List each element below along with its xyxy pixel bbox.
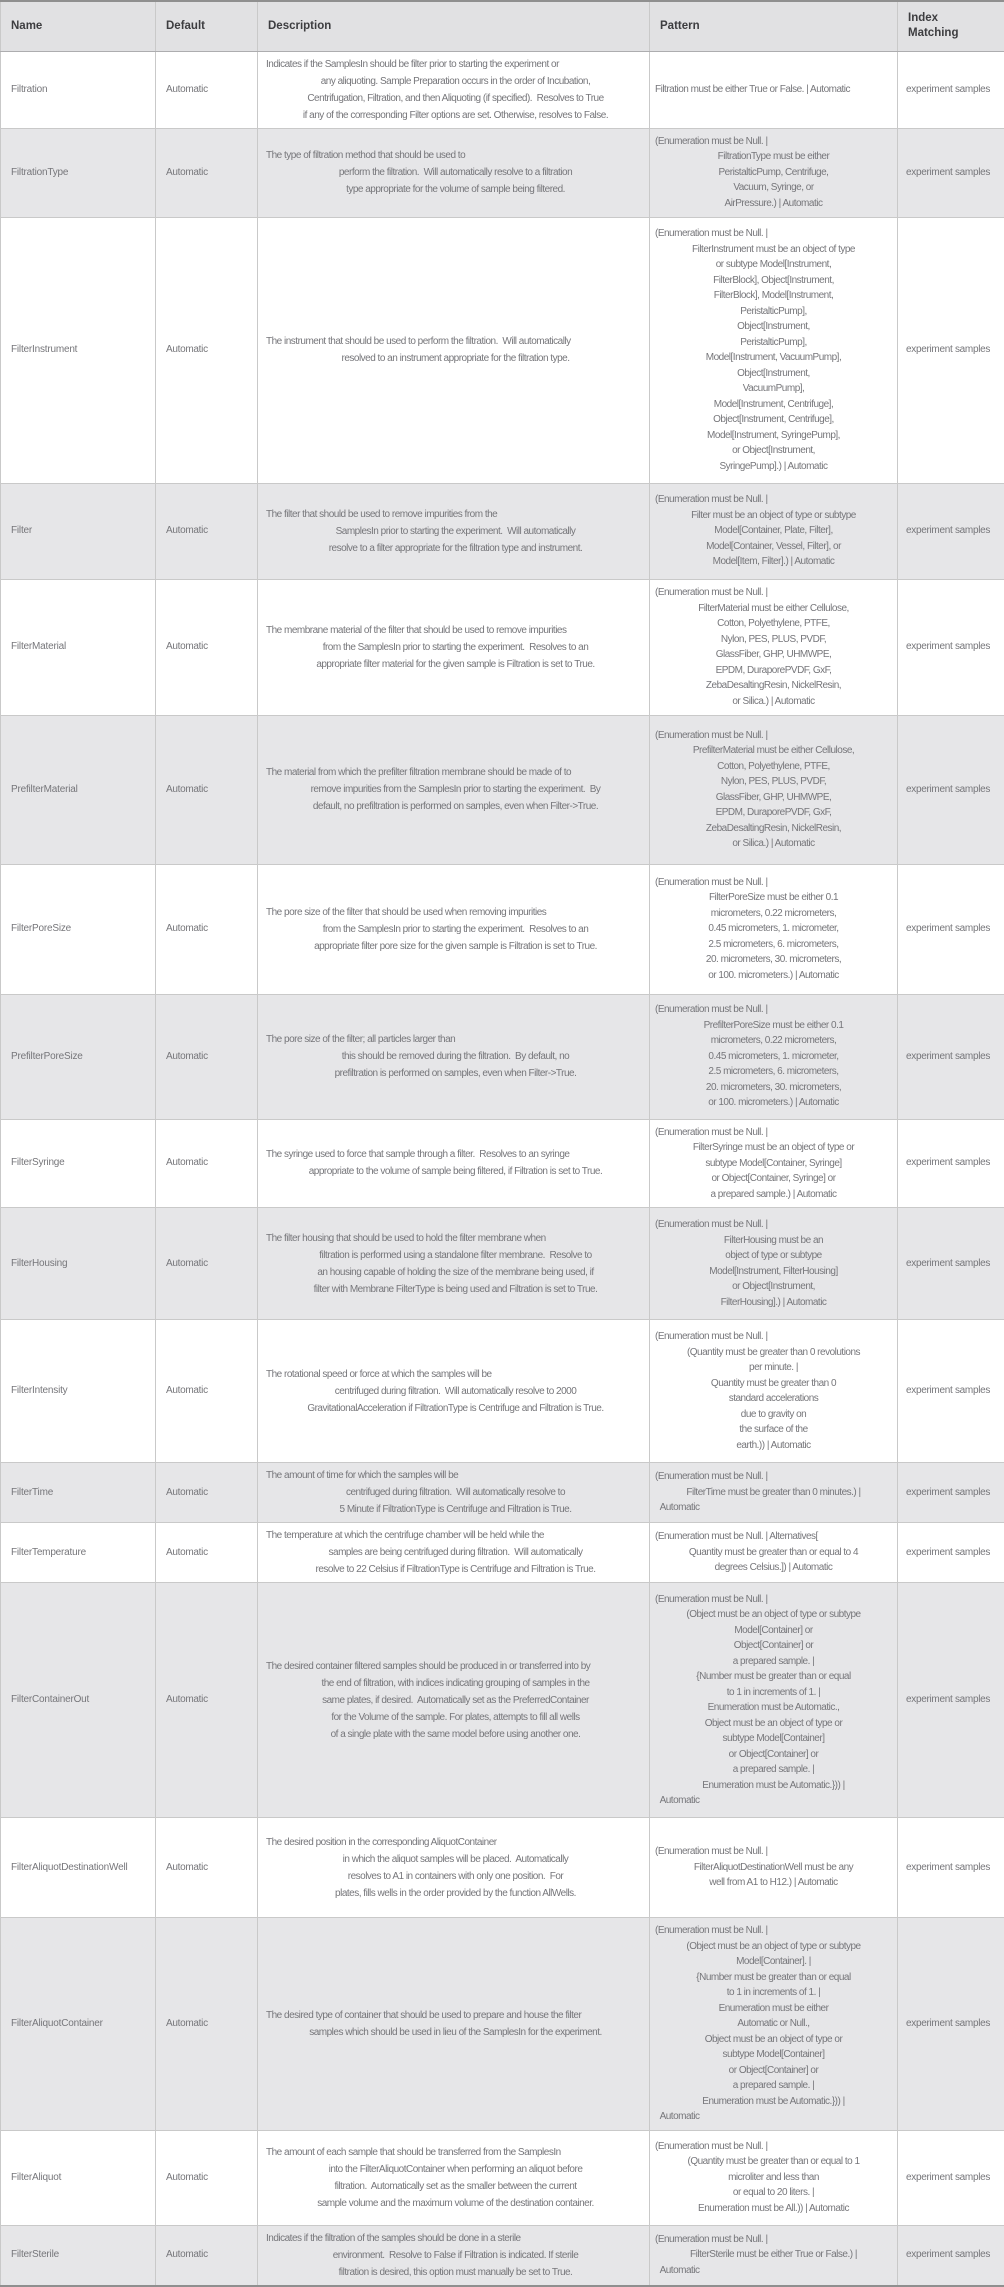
text-line: Automatic	[655, 2263, 892, 2279]
option-pattern-cell	[650, 1918, 898, 2131]
option-default-cell: Automatic	[156, 1119, 258, 1208]
text-line: Model[Item, Filter].) | Automatic	[655, 554, 892, 570]
text-line: FilterInstrument must be an object of type	[655, 242, 892, 258]
text-line: SamplesIn prior to starting the experiment. Will automatically	[266, 523, 645, 540]
table-row	[1, 2225, 1004, 2286]
text-line: or Object[Container] or	[655, 2063, 892, 2079]
column-header-default: Default	[156, 1, 258, 51]
text-line: FilterAliquotDestinationWell must be any	[655, 1860, 892, 1876]
text-line: a prepared sample. |	[655, 1654, 892, 1670]
text-line: same plates, if desired. Automatically set as the PreferredContainer	[266, 1692, 645, 1709]
text-line: if any of the corresponding Filter options are set. Otherwise, resolves to False.	[266, 107, 645, 124]
text-line: 0.45 micrometers, 1. micrometer,	[655, 1049, 892, 1065]
option-pattern-cell	[650, 128, 898, 217]
option-pattern-cell	[650, 715, 898, 864]
option-default-cell: Automatic	[156, 51, 258, 128]
option-description-cell	[258, 483, 650, 579]
text-line: of a single plate with the same model before using another one.	[266, 1726, 645, 1743]
text-line: Automatic	[655, 1500, 892, 1516]
option-index-matching-cell: experiment samples	[898, 994, 1004, 1119]
text-line: Indicates if the SamplesIn should be filter prior to starting the experiment or	[266, 56, 645, 73]
text-line: appropriate filter pore size for the given sample is Filtration is set to True.	[266, 938, 645, 955]
text-line: (Quantity must be greater than 0 revolutions	[655, 1345, 892, 1361]
option-index-matching-cell: experiment samples	[898, 1918, 1004, 2131]
text-line: appropriate to the volume of sample being filtered, if Filtration is set to True.	[266, 1163, 645, 1180]
text-line: standard accelerations	[655, 1391, 892, 1407]
text-line: Enumeration must be All.)) | Automatic	[655, 2201, 892, 2217]
option-description-cell	[258, 2130, 650, 2225]
text-line: micrometers, 0.22 micrometers,	[655, 1033, 892, 1049]
text-line: resolve to a filter appropriate for the filtration type and instrument.	[266, 540, 645, 557]
text-line: resolve to 22 Celsius if FiltrationType is Centrifuge and Filtration is True.	[266, 1561, 645, 1578]
text-line: Model[Instrument, VacuumPump],	[655, 350, 892, 366]
option-name-cell: PrefilterPoreSize	[1, 994, 156, 1119]
text-line: GlassFiber, GHP, UHMWPE,	[655, 790, 892, 806]
text-line: in which the aliquot samples will be placed. Automatically	[266, 1851, 645, 1868]
option-description-cell	[258, 1119, 650, 1208]
table-row	[1, 217, 1004, 483]
text-line: FilterMaterial must be either Cellulose,	[655, 601, 892, 617]
text-line: PrefilterPoreSize must be either 0.1	[655, 1018, 892, 1034]
text-line: Vacuum, Syringe, or	[655, 180, 892, 196]
text-line: samples which should be used in lieu of the SamplesIn for the experiment.	[266, 2024, 645, 2041]
option-index-matching-cell: experiment samples	[898, 1818, 1004, 1918]
option-pattern-cell	[650, 1463, 898, 1523]
option-pattern-cell	[650, 864, 898, 994]
text-line: (Enumeration must be Null. |	[655, 2232, 892, 2248]
text-line: The instrument that should be used to perform the filtration. Will automatically	[266, 333, 645, 350]
text-line: (Enumeration must be Null. |	[655, 134, 892, 150]
option-description-cell	[258, 1463, 650, 1523]
text-line: The rotational speed or force at which the samples will be	[266, 1366, 645, 1383]
table-header	[1, 1, 1004, 51]
text-line: PeristalticPump],	[655, 335, 892, 351]
option-pattern-cell	[650, 994, 898, 1119]
text-line: Cotton, Polyethylene, PTFE,	[655, 616, 892, 632]
text-line: a prepared sample. |	[655, 1762, 892, 1778]
option-description-cell	[258, 579, 650, 715]
text-line: type appropriate for the volume of sample being filtered.	[266, 181, 645, 198]
text-line: 2.5 micrometers, 6. micrometers,	[655, 1064, 892, 1080]
text-line: microliter and less than	[655, 2170, 892, 2186]
text-line: (Enumeration must be Null. |	[655, 1329, 892, 1345]
option-index-matching-cell: experiment samples	[898, 128, 1004, 217]
text-line: Automatic or Null.,	[655, 2016, 892, 2032]
text-line: FilterPoreSize must be either 0.1	[655, 890, 892, 906]
table-row	[1, 1523, 1004, 1583]
table-row	[1, 1320, 1004, 1463]
option-description-cell	[258, 1208, 650, 1320]
text-line: (Enumeration must be Null. |	[655, 1844, 892, 1860]
option-name-cell: FilterSyringe	[1, 1119, 156, 1208]
option-index-matching-cell: experiment samples	[898, 483, 1004, 579]
text-line: a prepared sample.) | Automatic	[655, 1187, 892, 1203]
table-row	[1, 1918, 1004, 2131]
text-line: AirPressure.) | Automatic	[655, 196, 892, 212]
column-header-index-matching-label: Index Matching	[908, 11, 966, 41]
option-pattern-cell	[650, 1320, 898, 1463]
text-line: Filtration must be either True or False. | Automatic	[655, 82, 892, 98]
text-line: EPDM, DuraporePVDF, GxF,	[655, 805, 892, 821]
text-line: PeristalticPump, Centrifuge,	[655, 165, 892, 181]
option-index-matching-cell: experiment samples	[898, 579, 1004, 715]
text-line: Model[Instrument, FilterHousing]	[655, 1264, 892, 1280]
table-row	[1, 128, 1004, 217]
text-line: filtration is performed using a standalone filter membrane. Resolve to	[266, 1247, 645, 1264]
text-line: ZebaDesaltingResin, NickelResin,	[655, 678, 892, 694]
option-index-matching-cell: experiment samples	[898, 1523, 1004, 1583]
text-line: The amount of each sample that should be transferred from the SamplesIn	[266, 2144, 645, 2161]
text-line: Model[Instrument, Centrifuge],	[655, 397, 892, 413]
text-line: or subtype Model[Instrument,	[655, 257, 892, 273]
text-line: Automatic	[655, 1793, 892, 1809]
table-row	[1, 51, 1004, 128]
option-description-cell	[258, 2225, 650, 2286]
text-line: the surface of the	[655, 1422, 892, 1438]
text-line: centrifuged during filtration. Will automatically resolve to	[266, 1484, 645, 1501]
option-default-cell: Automatic	[156, 994, 258, 1119]
option-default-cell: Automatic	[156, 217, 258, 483]
text-line: filtration is desired, this option must manually be set to True.	[266, 2264, 645, 2281]
text-line: Quantity must be greater than or equal to 4	[655, 1545, 892, 1561]
text-line: (Enumeration must be Null. |	[655, 1217, 892, 1233]
text-line: Model[Container, Plate, Filter],	[655, 523, 892, 539]
text-line: The material from which the prefilter filtration membrane should be made of to	[266, 764, 645, 781]
option-pattern-cell	[650, 579, 898, 715]
table-row	[1, 1119, 1004, 1208]
text-line: default, no prefiltration is performed on samples, even when Filter->True.	[266, 798, 645, 815]
text-line: The filter housing that should be used to hold the filter membrane when	[266, 1230, 645, 1247]
text-line: The amount of time for which the samples will be	[266, 1467, 645, 1484]
option-pattern-cell	[650, 2225, 898, 2286]
text-line: an housing capable of holding the size of the membrane being used, if	[266, 1264, 645, 1281]
table-row	[1, 1208, 1004, 1320]
text-line: resolved to an instrument appropriate for the filtration type.	[266, 350, 645, 367]
text-line: object of type or subtype	[655, 1248, 892, 1264]
option-index-matching-cell: experiment samples	[898, 2130, 1004, 2225]
table-row	[1, 864, 1004, 994]
option-pattern-cell	[650, 483, 898, 579]
text-line: (Object must be an object of type or subtype	[655, 1939, 892, 1955]
text-line: degrees Celsius.]) | Automatic	[655, 1560, 892, 1576]
text-line: resolves to A1 in containers with only one position. For	[266, 1868, 645, 1885]
text-line: Enumeration must be Automatic.})) |	[655, 2094, 892, 2110]
option-name-cell: FilterMaterial	[1, 579, 156, 715]
option-name-cell: FilterAliquotContainer	[1, 1918, 156, 2131]
column-header-description: Description	[258, 1, 650, 51]
table-row	[1, 994, 1004, 1119]
text-line: EPDM, DuraporePVDF, GxF,	[655, 663, 892, 679]
text-line: Indicates if the filtration of the samples should be done in a sterile	[266, 2230, 645, 2247]
option-description-cell	[258, 1523, 650, 1583]
text-line: Model[Container]. |	[655, 1954, 892, 1970]
text-line: (Enumeration must be Null. |	[655, 2139, 892, 2155]
option-index-matching-cell: experiment samples	[898, 1119, 1004, 1208]
option-name-cell: FilterAliquotDestinationWell	[1, 1818, 156, 1918]
option-default-cell: Automatic	[156, 1523, 258, 1583]
option-index-matching-cell: experiment samples	[898, 217, 1004, 483]
text-line: to 1 in increments of 1. |	[655, 1685, 892, 1701]
option-description-cell	[258, 994, 650, 1119]
option-pattern-cell	[650, 1208, 898, 1320]
text-line: (Enumeration must be Null. |	[655, 492, 892, 508]
text-line: or Object[Container, Syringe] or	[655, 1171, 892, 1187]
header-row	[1, 1, 1004, 51]
text-line: 5 Minute if FiltrationType is Centrifuge and Filtration is True.	[266, 1501, 645, 1518]
text-line: 0.45 micrometers, 1. micrometer,	[655, 921, 892, 937]
option-pattern-cell	[650, 1583, 898, 1818]
option-default-cell: Automatic	[156, 483, 258, 579]
table-row	[1, 1583, 1004, 1818]
text-line: Object[Instrument,	[655, 319, 892, 335]
column-header-name: Name	[1, 1, 156, 51]
text-line: GlassFiber, GHP, UHMWPE,	[655, 647, 892, 663]
text-line: Cotton, Polyethylene, PTFE,	[655, 759, 892, 775]
text-line: Enumeration must be Automatic.})) |	[655, 1778, 892, 1794]
text-line: or Object[Container] or	[655, 1747, 892, 1763]
text-line: Enumeration must be Automatic.,	[655, 1700, 892, 1716]
option-index-matching-cell: experiment samples	[898, 1583, 1004, 1818]
option-default-cell: Automatic	[156, 579, 258, 715]
text-line: Nylon, PES, PLUS, PVDF,	[655, 774, 892, 790]
text-line: prefiltration is performed on samples, even when Filter->True.	[266, 1065, 645, 1082]
text-line: FiltrationType must be either	[655, 149, 892, 165]
text-line: {Number must be greater than or equal	[655, 1970, 892, 1986]
text-line: (Enumeration must be Null. |	[655, 1125, 892, 1141]
table-row	[1, 1463, 1004, 1523]
text-line: (Enumeration must be Null. |	[655, 1923, 892, 1939]
option-pattern-cell	[650, 51, 898, 128]
text-line: Automatic	[655, 2109, 892, 2125]
text-line: or 100. micrometers.) | Automatic	[655, 968, 892, 984]
text-line: any aliquoting. Sample Preparation occurs in the order of Incubation,	[266, 73, 645, 90]
text-line: 20. micrometers, 30. micrometers,	[655, 952, 892, 968]
option-description-cell	[258, 51, 650, 128]
text-line: subtype Model[Container]	[655, 2047, 892, 2063]
option-name-cell: FiltrationType	[1, 128, 156, 217]
text-line: The type of filtration method that should be used to	[266, 147, 645, 164]
text-line: Nylon, PES, PLUS, PVDF,	[655, 632, 892, 648]
text-line: Object[Container] or	[655, 1638, 892, 1654]
text-line: The pore size of the filter; all particles larger than	[266, 1031, 645, 1048]
text-line: (Quantity must be greater than or equal to 1	[655, 2154, 892, 2170]
option-default-cell: Automatic	[156, 1208, 258, 1320]
text-line: or Object[Instrument,	[655, 1279, 892, 1295]
text-line: Object must be an object of type or	[655, 1716, 892, 1732]
option-description-cell	[258, 1320, 650, 1463]
table-row	[1, 483, 1004, 579]
option-description-cell	[258, 1583, 650, 1818]
text-line: (Enumeration must be Null. |	[655, 1592, 892, 1608]
text-line: FilterHousing must be an	[655, 1233, 892, 1249]
text-line: to 1 in increments of 1. |	[655, 1985, 892, 2001]
text-line: Model[Instrument, SyringePump],	[655, 428, 892, 444]
text-line: from the SamplesIn prior to starting the experiment. Resolves to an	[266, 921, 645, 938]
text-line: GravitationalAcceleration if FiltrationType is Centrifuge and Filtration is True.	[266, 1400, 645, 1417]
text-line: this should be removed during the filtration. By default, no	[266, 1048, 645, 1065]
option-index-matching-cell: experiment samples	[898, 1208, 1004, 1320]
text-line: FilterSyringe must be an object of type or	[655, 1140, 892, 1156]
text-line: remove impurities from the SamplesIn prior to starting the experiment. By	[266, 781, 645, 798]
text-line: earth.)) | Automatic	[655, 1438, 892, 1454]
option-pattern-cell	[650, 1818, 898, 1918]
text-line: (Enumeration must be Null. |	[655, 875, 892, 891]
option-name-cell: FilterInstrument	[1, 217, 156, 483]
text-line: SyringePump].) | Automatic	[655, 459, 892, 475]
option-name-cell: PrefilterMaterial	[1, 715, 156, 864]
text-line: environment. Resolve to False if Filtration is indicated. If sterile	[266, 2247, 645, 2264]
text-line: appropriate filter material for the given sample is Filtration is set to True.	[266, 656, 645, 673]
option-default-cell: Automatic	[156, 2225, 258, 2286]
option-pattern-cell	[650, 217, 898, 483]
option-index-matching-cell: experiment samples	[898, 2225, 1004, 2286]
option-default-cell: Automatic	[156, 1918, 258, 2131]
text-line: PeristalticPump],	[655, 304, 892, 320]
text-line: (Enumeration must be Null. |	[655, 585, 892, 601]
text-line: 20. micrometers, 30. micrometers,	[655, 1080, 892, 1096]
text-line: VacuumPump],	[655, 381, 892, 397]
text-line: a prepared sample. |	[655, 2078, 892, 2094]
option-index-matching-cell: experiment samples	[898, 715, 1004, 864]
option-description-cell	[258, 128, 650, 217]
option-default-cell: Automatic	[156, 864, 258, 994]
option-default-cell: Automatic	[156, 2130, 258, 2225]
text-line: FilterTime must be greater than 0 minutes.) |	[655, 1485, 892, 1501]
text-line: or equal to 20 liters. |	[655, 2185, 892, 2201]
text-line: filtration. Automatically set as the smaller between the current	[266, 2178, 645, 2195]
text-line: FilterBlock], Object[Instrument,	[655, 273, 892, 289]
text-line: Enumeration must be either	[655, 2001, 892, 2017]
text-line: The pore size of the filter that should be used when removing impurities	[266, 904, 645, 921]
option-index-matching-cell: experiment samples	[898, 1463, 1004, 1523]
column-header-pattern: Pattern	[650, 1, 898, 51]
text-line: FilterSterile must be either True or False.) |	[655, 2247, 892, 2263]
option-name-cell: FilterSterile	[1, 2225, 156, 2286]
option-index-matching-cell: experiment samples	[898, 51, 1004, 128]
text-line: plates, fills wells in the order provided by the function AllWells.	[266, 1885, 645, 1902]
text-line: the end of filtration, with indices indicating grouping of samples in the	[266, 1675, 645, 1692]
text-line: centrifuged during filtration. Will automatically resolve to 2000	[266, 1383, 645, 1400]
text-line: Object must be an object of type or	[655, 2032, 892, 2048]
text-line: (Object must be an object of type or subtype	[655, 1607, 892, 1623]
option-description-cell	[258, 217, 650, 483]
text-line: filter with Membrane FilterType is being used and Filtration is set to True.	[266, 1281, 645, 1298]
text-line: per minute. |	[655, 1360, 892, 1376]
option-description-cell	[258, 1918, 650, 2131]
option-pattern-cell	[650, 1523, 898, 1583]
option-name-cell: FilterTime	[1, 1463, 156, 1523]
option-name-cell: Filtration	[1, 51, 156, 128]
option-name-cell: FilterPoreSize	[1, 864, 156, 994]
option-name-cell: Filter	[1, 483, 156, 579]
text-line: FilterHousing].) | Automatic	[655, 1295, 892, 1311]
text-line: samples are being centrifuged during filtration. Will automatically	[266, 1544, 645, 1561]
option-description-cell	[258, 864, 650, 994]
text-line: from the SamplesIn prior to starting the experiment. Resolves to an	[266, 639, 645, 656]
table-row	[1, 2130, 1004, 2225]
text-line: {Number must be greater than or equal	[655, 1669, 892, 1685]
text-line: Model[Container] or	[655, 1623, 892, 1639]
text-line: sample volume and the maximum volume of the destination container.	[266, 2195, 645, 2212]
table-body	[1, 51, 1004, 2286]
option-description-cell	[258, 715, 650, 864]
text-line: perform the filtration. Will automatically resolve to a filtration	[266, 164, 645, 181]
text-line: for the Volume of the sample. For plates, attempts to fill all wells	[266, 1709, 645, 1726]
option-default-cell: Automatic	[156, 715, 258, 864]
column-header-index-matching	[898, 1, 1004, 51]
option-name-cell: FilterHousing	[1, 1208, 156, 1320]
text-line: 2.5 micrometers, 6. micrometers,	[655, 937, 892, 953]
text-line: or Silica.) | Automatic	[655, 694, 892, 710]
option-default-cell: Automatic	[156, 1463, 258, 1523]
text-line: The desired container filtered samples should be produced in or transferred into by	[266, 1658, 645, 1675]
text-line: PrefilterMaterial must be either Cellulose,	[655, 743, 892, 759]
text-line: The filter that should be used to remove impurities from the	[266, 506, 645, 523]
text-line: The membrane material of the filter that should be used to remove impurities	[266, 622, 645, 639]
text-line: or Object[Instrument,	[655, 443, 892, 459]
text-line: into the FilterAliquotContainer when performing an aliquot before	[266, 2161, 645, 2178]
text-line: Model[Container, Vessel, Filter], or	[655, 539, 892, 555]
table-row	[1, 715, 1004, 864]
text-line: ZebaDesaltingResin, NickelResin,	[655, 821, 892, 837]
option-default-cell: Automatic	[156, 1583, 258, 1818]
text-line: due to gravity on	[655, 1407, 892, 1423]
option-default-cell: Automatic	[156, 128, 258, 217]
option-name-cell: FilterAliquot	[1, 2130, 156, 2225]
option-pattern-cell	[650, 1119, 898, 1208]
table-row	[1, 579, 1004, 715]
option-name-cell: FilterTemperature	[1, 1523, 156, 1583]
option-name-cell: FilterContainerOut	[1, 1583, 156, 1818]
option-index-matching-cell: experiment samples	[898, 1320, 1004, 1463]
text-line: well from A1 to H12.) | Automatic	[655, 1875, 892, 1891]
text-line: micrometers, 0.22 micrometers,	[655, 906, 892, 922]
text-line: subtype Model[Container, Syringe]	[655, 1156, 892, 1172]
option-index-matching-cell: experiment samples	[898, 864, 1004, 994]
text-line: The syringe used to force that sample through a filter. Resolves to an syringe	[266, 1146, 645, 1163]
option-name-cell: FilterIntensity	[1, 1320, 156, 1463]
text-line: subtype Model[Container]	[655, 1731, 892, 1747]
text-line: The temperature at which the centrifuge chamber will be held while the	[266, 1527, 645, 1544]
option-default-cell: Automatic	[156, 1818, 258, 1918]
text-line: Object[Instrument,	[655, 366, 892, 382]
text-line: or 100. micrometers.) | Automatic	[655, 1095, 892, 1111]
text-line: Quantity must be greater than 0	[655, 1376, 892, 1392]
text-line: (Enumeration must be Null. |	[655, 1469, 892, 1485]
text-line: FilterBlock], Model[Instrument,	[655, 288, 892, 304]
option-default-cell: Automatic	[156, 1320, 258, 1463]
text-line: (Enumeration must be Null. |	[655, 226, 892, 242]
text-line: Centrifugation, Filtration, and then Aliquoting (if specified). Resolves to True	[266, 90, 645, 107]
text-line: The desired position in the corresponding AliquotContainer	[266, 1834, 645, 1851]
text-line: (Enumeration must be Null. |	[655, 1002, 892, 1018]
text-line: or Silica.) | Automatic	[655, 836, 892, 852]
option-pattern-cell	[650, 2130, 898, 2225]
text-line: Filter must be an object of type or subtype	[655, 508, 892, 524]
text-line: (Enumeration must be Null. | Alternatives[	[655, 1529, 892, 1545]
text-line: Object[Instrument, Centrifuge],	[655, 412, 892, 428]
text-line: The desired type of container that should be used to prepare and house the filter	[266, 2007, 645, 2024]
table-row	[1, 1818, 1004, 1918]
option-description-cell	[258, 1818, 650, 1918]
text-line: (Enumeration must be Null. |	[655, 728, 892, 744]
